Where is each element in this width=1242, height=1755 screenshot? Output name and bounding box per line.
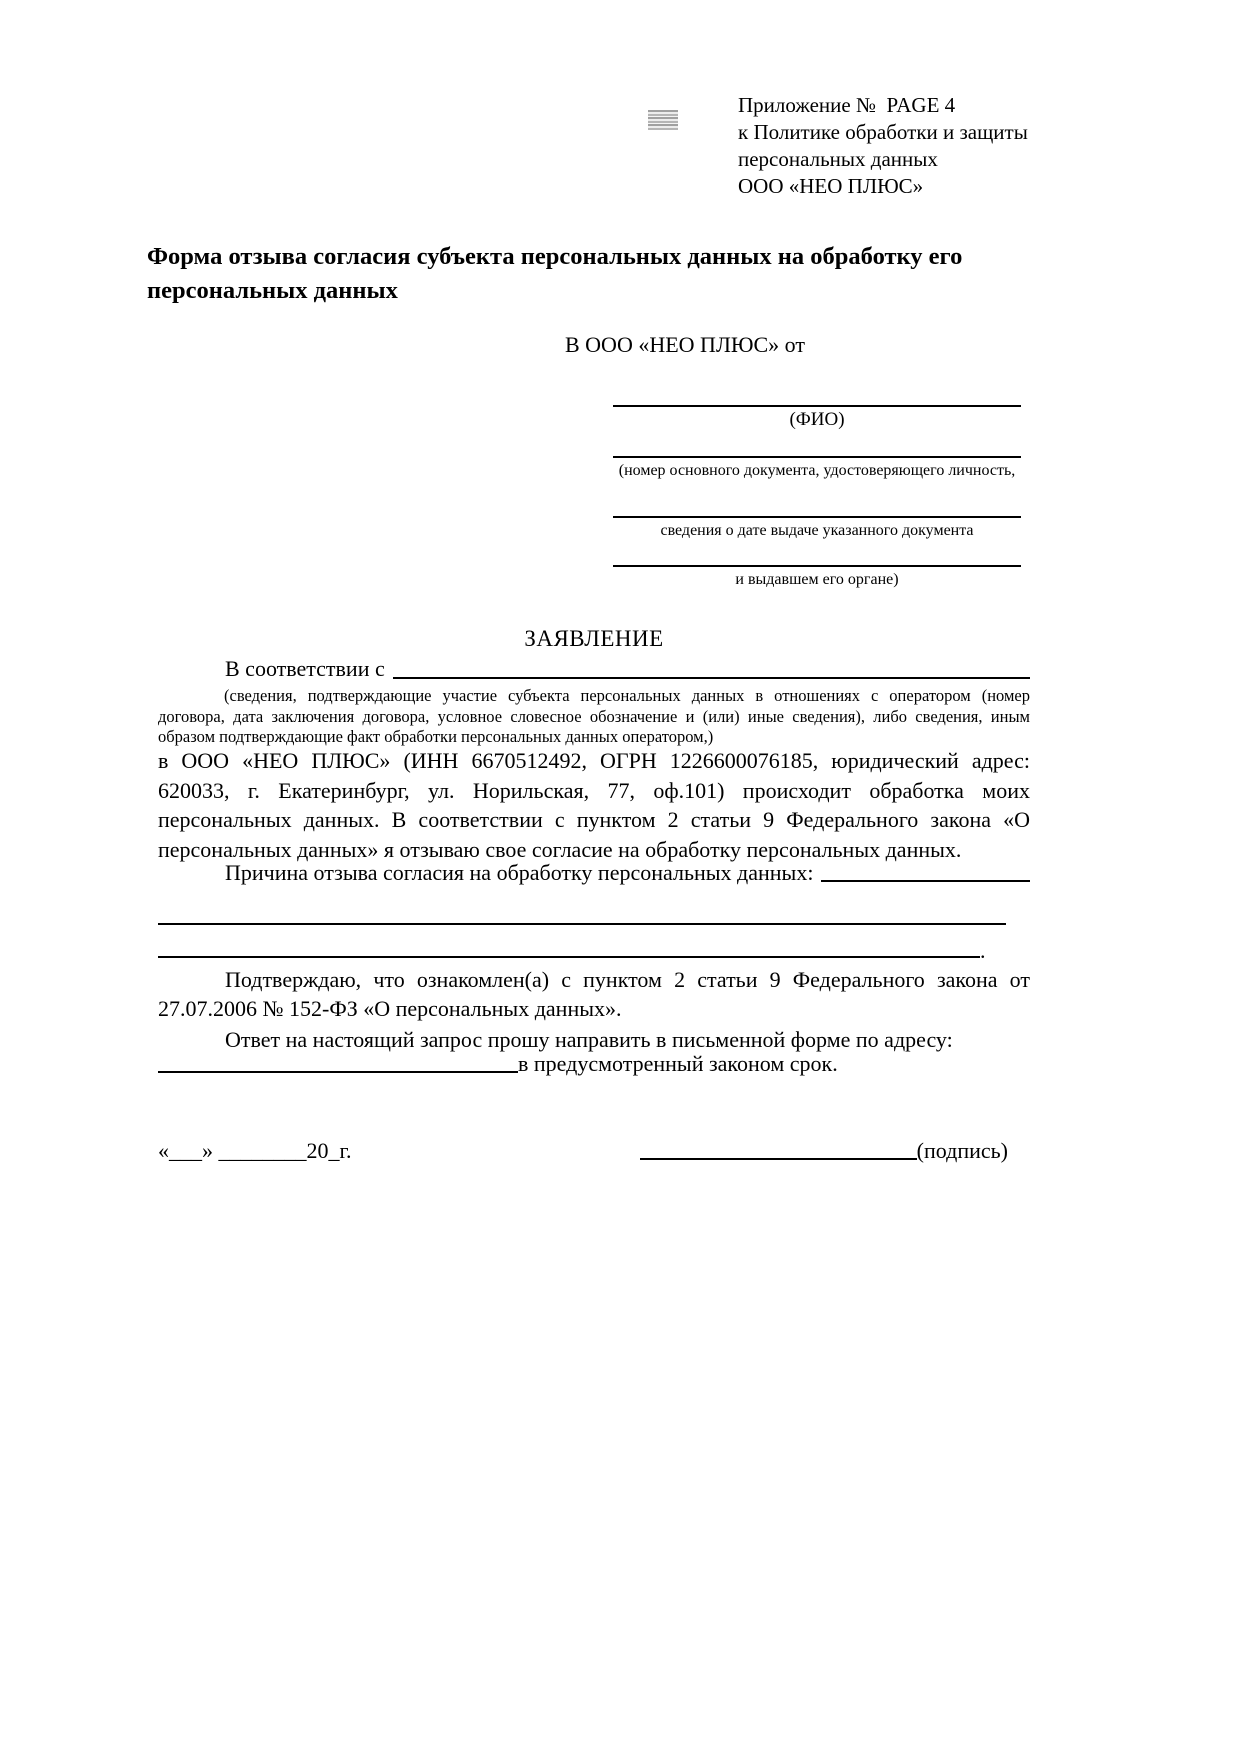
appendix-number-line: Приложение № PAGE 4 <box>738 93 956 117</box>
date-fill-in: «___» ________20_г. <box>158 1138 352 1163</box>
lead-in-row <box>158 656 1030 682</box>
addressee-line: В ООО «НЕО ПЛЮС» от <box>565 332 805 357</box>
appendix-company-line: ООО «НЕО ПЛЮС» <box>738 174 924 198</box>
field-issuing-authority <box>613 565 1021 589</box>
appendix-header-block <box>738 92 1058 200</box>
issuing-authority-caption: и выдавшем его органе) <box>735 571 899 588</box>
appendix-policy-line: к Политике обработки и защиты <box>738 120 1028 144</box>
reason-blank-line <box>821 880 1030 882</box>
reply-tail-text: в предусмотренный законом срок. <box>518 1051 838 1076</box>
form-title: Форма отзыва согласия субъекта персональных данных на обработку его персональных данных <box>147 243 963 304</box>
statement-body: в ООО «НЕО ПЛЮС» (ИНН 6670512492, ОГРН 1226600076185, юридический адрес: 620033, г. Екатеринбург, ул. Норильская, 77, оф.101) происходит обработка моих персональных данных. В соответствии с пунктом 2 статьи 9 Федерального закона «О персональных данных» я отзываю свое согласие на обработку персональных данных. <box>158 748 1030 862</box>
confirmation-paragraph: Подтверждаю, что ознакомлен(а) с пунктом 2 статьи 9 Федерального закона от 27.07.2006 № 152-ФЗ «О персональных данных». <box>158 967 1030 1021</box>
statement-heading: ЗАЯВЛЕНИЕ <box>524 626 664 651</box>
issuing-authority-blank-line <box>613 565 1021 567</box>
reason-blank-line-2 <box>158 923 1006 925</box>
reason-blank-line-3 <box>158 938 986 962</box>
lead-in-text: В соответствии с <box>225 656 385 681</box>
signature-row <box>158 1138 1008 1164</box>
blurred-field-code-icon <box>648 110 678 130</box>
issue-date-blank-line <box>613 516 1021 518</box>
reason-blank-line-3-rule <box>158 938 980 958</box>
blank-line-terminator: . <box>980 938 986 963</box>
reply-address-row <box>158 1052 1030 1076</box>
fio-caption: (ФИО) <box>789 409 845 430</box>
address-blank-line <box>158 1071 518 1073</box>
fio-blank-line <box>613 405 1021 407</box>
fine-print-note: (сведения, подтверждающие участие субъекта персональных данных в отношениях с оператором (номер договора, дата заключения договора, условное словесное обозначение и (или) иные сведения), либо сведения, иным образом подтверждающие факт обработки персональных данных оператором,) <box>158 686 1030 746</box>
document-number-caption: (номер основного документа, удостоверяющего личность, <box>618 462 1016 479</box>
signature-group <box>640 1138 1008 1164</box>
reason-row <box>158 861 1030 885</box>
reason-label: Причина отзыва согласия на обработку персональных данных: <box>225 860 814 885</box>
issue-date-caption: сведения о дате выдаче указанного документа <box>660 522 974 539</box>
lead-in-blank-line <box>393 677 1030 679</box>
reply-request-paragraph: Ответ на настоящий запрос прошу направить в письменной форме по адресу: <box>225 1027 953 1052</box>
field-fio <box>613 405 1021 429</box>
document-number-blank-line <box>613 456 1021 458</box>
signature-blank-line <box>640 1158 917 1160</box>
field-document-number <box>613 456 1021 480</box>
appendix-policy-line2: персональных данных <box>738 147 938 171</box>
field-issue-date <box>613 516 1021 540</box>
signature-caption: (подпись) <box>916 1138 1008 1163</box>
